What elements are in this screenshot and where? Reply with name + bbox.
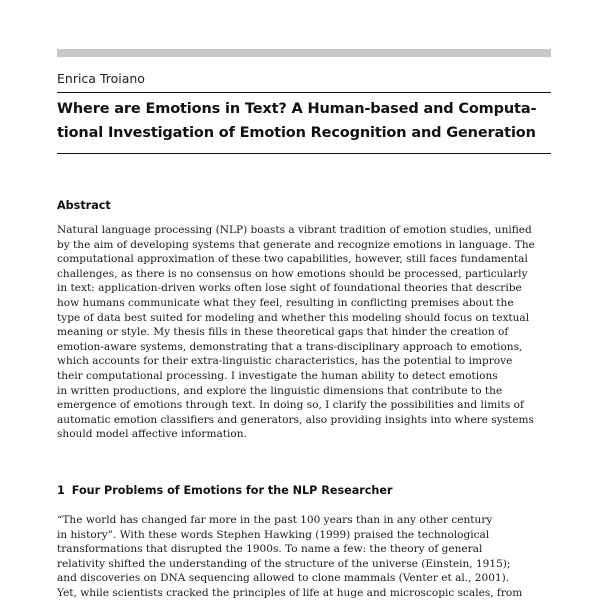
text-line: their computational processing. I investigate the human ability to detect emotions — [57, 369, 498, 382]
text-line: meaning or style. My thesis fills in these theoretical gaps that hinder the creation of — [57, 326, 509, 339]
section-number: 1 — [57, 484, 65, 497]
text-line: by the aim of developing systems that generate and recognize emotions in language. The — [57, 238, 535, 251]
abstract-heading: Abstract — [57, 199, 111, 212]
text-line: should model affective information. — [57, 428, 247, 441]
text-line: in text: application-driven works often lose sight of foundational theories that describe — [57, 282, 522, 295]
title-rule-top — [57, 92, 551, 93]
text-line: transformations that disrupted the 1900s. To name a few: the theory of general — [57, 543, 483, 556]
title-line: tional Investigation of Emotion Recognition and Generation — [57, 125, 536, 141]
text-line: in written productions, and explore the linguistic dimensions that contribute to the — [57, 384, 503, 397]
text-line: how humans communicate what they feel, resulting in conflicting premises about the — [57, 296, 514, 309]
text-line: automatic emotion classifiers and generators, also providing insights into where systems — [57, 413, 534, 426]
section-text — [57, 513, 551, 600]
abstract-text — [57, 223, 551, 442]
text-line: in history”. With these words Stephen Hawking (1999) praised the technological — [57, 528, 490, 541]
text-line: emotion-aware systems, demonstrating that a trans-disciplinary approach to emotions, — [57, 340, 523, 353]
text-line: Natural language processing (NLP) boasts a vibrant tradition of emotion studies, unified — [57, 224, 532, 236]
text-line: emergence of emotions through text. In doing so, I clarify the possibilities and limits of — [57, 399, 524, 412]
text-line: and discoveries on DNA sequencing allowed to clone mammals (Venter et al., 2001). — [57, 572, 510, 585]
text-line: which accounts for their extra-linguistic characteristics, has the potential to improve — [57, 355, 513, 368]
paper-title — [57, 97, 551, 145]
author-name: Enrica Troiano — [57, 71, 145, 86]
text-line: Yet, while scientists cracked the principles of life at huge and microscopic scales, from — [57, 586, 523, 599]
text-line: challenges, as there is no consensus on how emotions should be processed, particularly — [57, 267, 528, 280]
section-title: Four Problems of Emotions for the NLP Researcher — [71, 484, 393, 497]
text-line: “The world has changed far more in the past 100 years than in any other century — [57, 514, 493, 526]
section-heading — [57, 484, 392, 497]
text-line: computational approximation of these two capabilities, however, still faces fundamental — [57, 253, 528, 266]
header-band — [57, 49, 551, 57]
title-line: Where are Emotions in Text? A Human-based and Computa- — [57, 101, 537, 117]
text-line: relativity shifted the understanding of the structure of the universe (Einstein, 1915); — [57, 557, 511, 570]
text-line: type of data best suited for modeling and whether this modeling should focus on textual — [57, 311, 530, 324]
title-rule-bottom — [57, 153, 551, 154]
